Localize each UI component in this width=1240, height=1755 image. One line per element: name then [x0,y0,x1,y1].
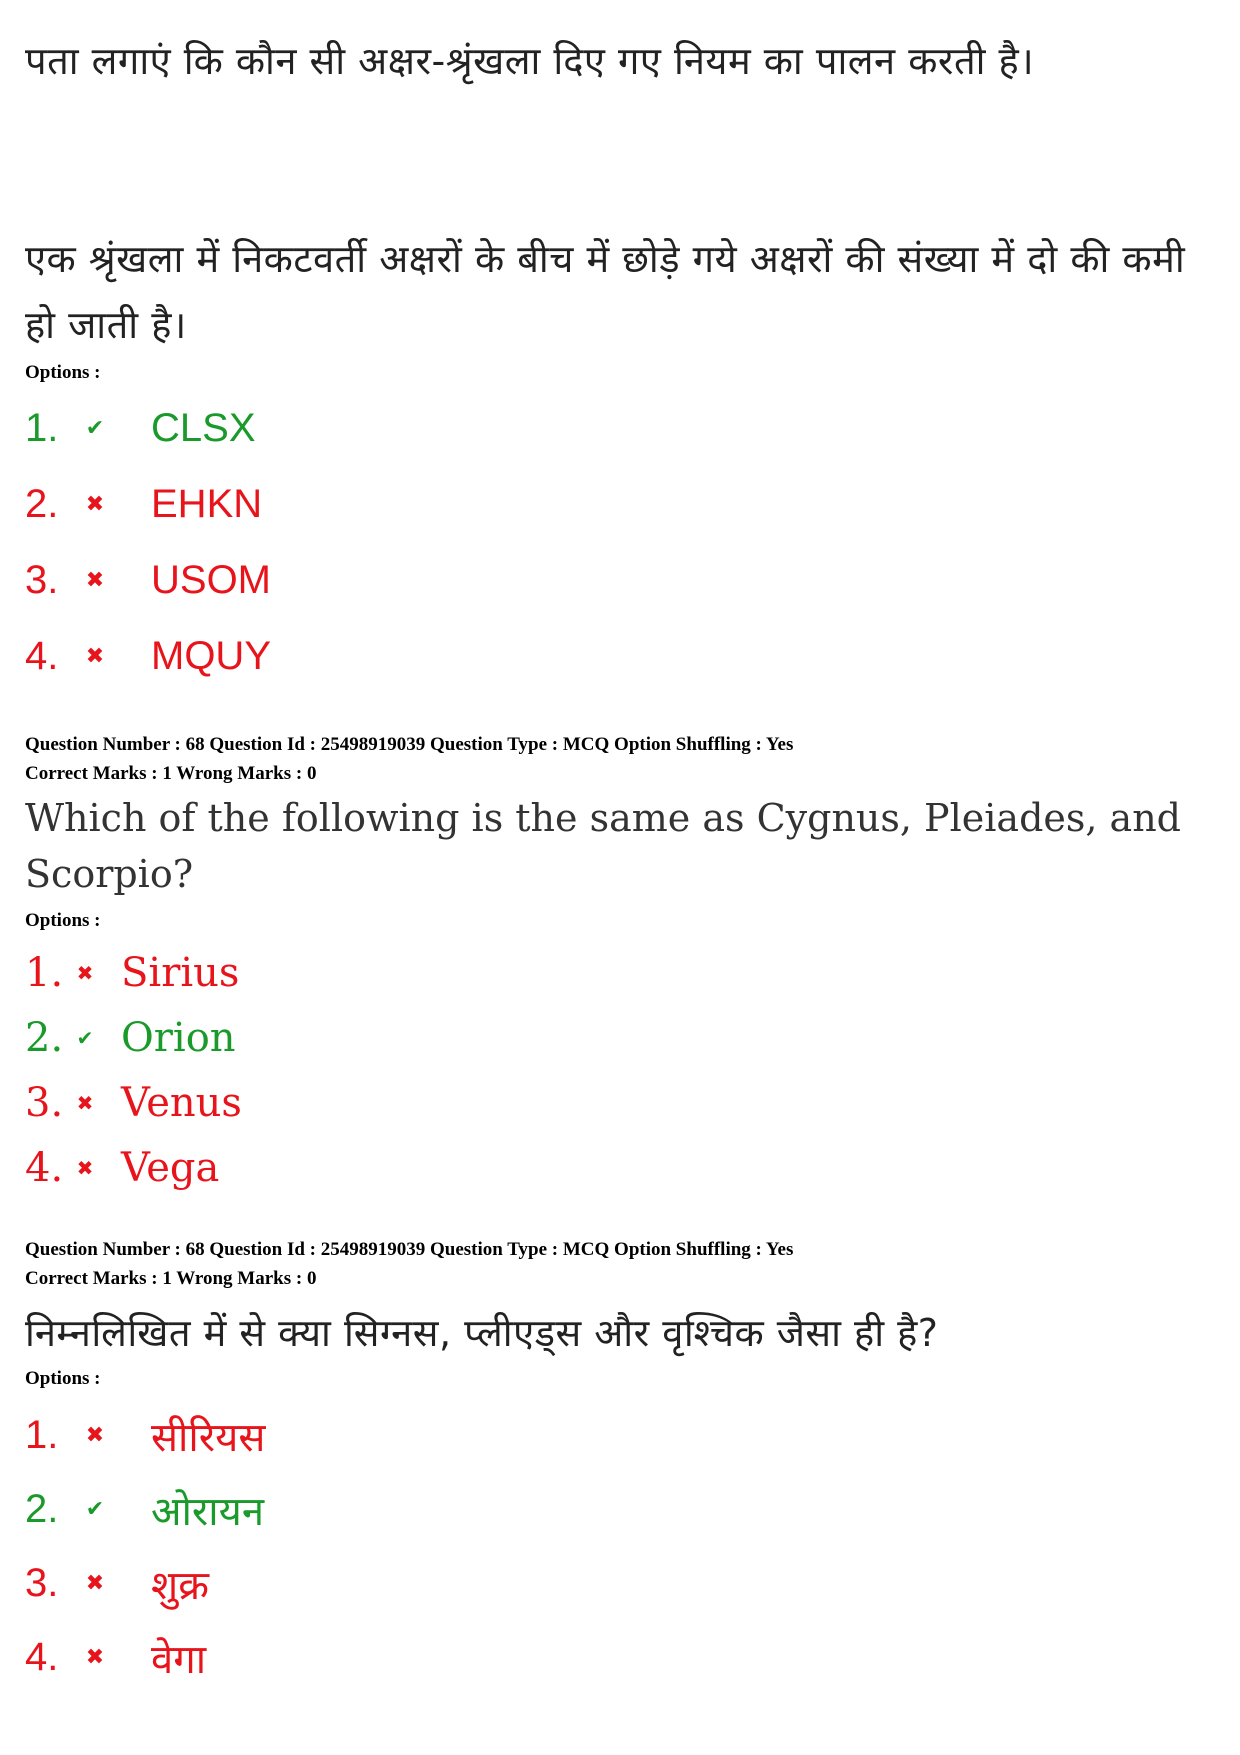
cross-icon: ✖ [85,567,105,592]
option-text: CLSX [151,405,256,450]
option-number: 2. [25,1486,59,1531]
q68-en-question-block [25,790,1215,902]
check-icon: ✔ [85,415,105,440]
option-text: ओरायन [151,1488,265,1535]
cross-icon: ✖ [85,643,105,668]
q68-hi-meta [25,1235,793,1293]
cross-icon: ✖ [76,960,94,985]
cross-icon: ✖ [85,1570,105,1595]
q68-en-options-list [25,940,242,1200]
q68-hi-options-label: Options : [25,1368,101,1389]
q67-option-3 [25,542,271,618]
q67-options-label: Options : [25,362,101,383]
option-text: सीरियस [151,1414,266,1461]
q68-en-options-label: Options : [25,910,101,931]
q68-en-option-3 [25,1070,242,1135]
q68-hi-option-1 [25,1398,265,1472]
q67-hindi-question: पता लगाएं कि कौन सी अक्षर-श्रृंखला दिए गए नियम का पालन करती है। [25,39,1035,83]
option-text: Orion [121,1014,236,1061]
option-number: 3. [25,1560,59,1605]
cross-icon: ✖ [85,491,105,516]
q68-en-meta [25,730,793,788]
question-meta-line2: Correct Marks : 1 Wrong Marks : 0 [25,763,317,784]
q68-en-option-4 [25,1135,242,1200]
option-number: 4. [25,633,59,678]
cross-icon: ✖ [85,1644,105,1669]
question-meta-line2: Correct Marks : 1 Wrong Marks : 0 [25,1268,317,1289]
q68-hi-option-3 [25,1546,265,1620]
q67-option-2 [25,466,271,542]
q67-option-4 [25,618,271,694]
option-number: 4. [25,1634,59,1679]
question-meta-line1: Question Number : 68 Question Id : 25498919039 Question Type : MCQ Option Shuffling : Yes [25,734,794,755]
option-text: USOM [151,557,271,602]
cross-icon: ✖ [76,1090,94,1115]
option-text: वेगा [151,1636,207,1683]
q67-options-list [25,390,271,694]
q67-hindi-block [25,28,1215,94]
option-number: 1. [25,949,64,996]
option-number: 1. [25,405,59,450]
option-text: EHKN [151,481,263,526]
check-icon: ✔ [76,1025,94,1050]
option-text: शुक्र [151,1562,209,1609]
option-text: Vega [121,1144,220,1191]
q68-en-option-2 [25,1005,242,1070]
option-number: 3. [25,557,59,602]
check-icon: ✔ [85,1496,105,1521]
q68-hi-question: निम्नलिखित में से क्या सिग्नस, प्लीएड्स और वृश्चिक जैसा ही है? [25,1311,939,1355]
option-text: Venus [121,1079,242,1126]
q68-hi-options-list [25,1398,265,1694]
option-text: Sirius [121,949,240,996]
question-meta-line1: Question Number : 68 Question Id : 25498919039 Question Type : MCQ Option Shuffling : Yes [25,1239,794,1260]
q67-hindi-rule: एक श्रृंखला में निकटवर्ती अक्षरों के बीच में छोड़े गये अक्षरों की संख्या में दो की कमी हो जाती है। [25,237,1186,347]
q68-hi-option-4 [25,1620,265,1694]
option-text: MQUY [151,633,271,678]
q68-hi-question-block [25,1300,1215,1366]
q67-option-1 [25,390,271,466]
cross-icon: ✖ [85,1422,105,1447]
option-number: 4. [25,1144,64,1191]
q68-hi-option-2 [25,1472,265,1546]
q68-en-question: Which of the following is the same as Cygnus, Pleiades, and Scorpio? [25,796,1181,896]
option-number: 2. [25,1014,64,1061]
option-number: 3. [25,1079,64,1126]
option-number: 2. [25,481,59,526]
q68-en-option-1 [25,940,242,1005]
q67-rule-block [25,226,1215,358]
option-number: 1. [25,1412,59,1457]
cross-icon: ✖ [76,1155,94,1180]
